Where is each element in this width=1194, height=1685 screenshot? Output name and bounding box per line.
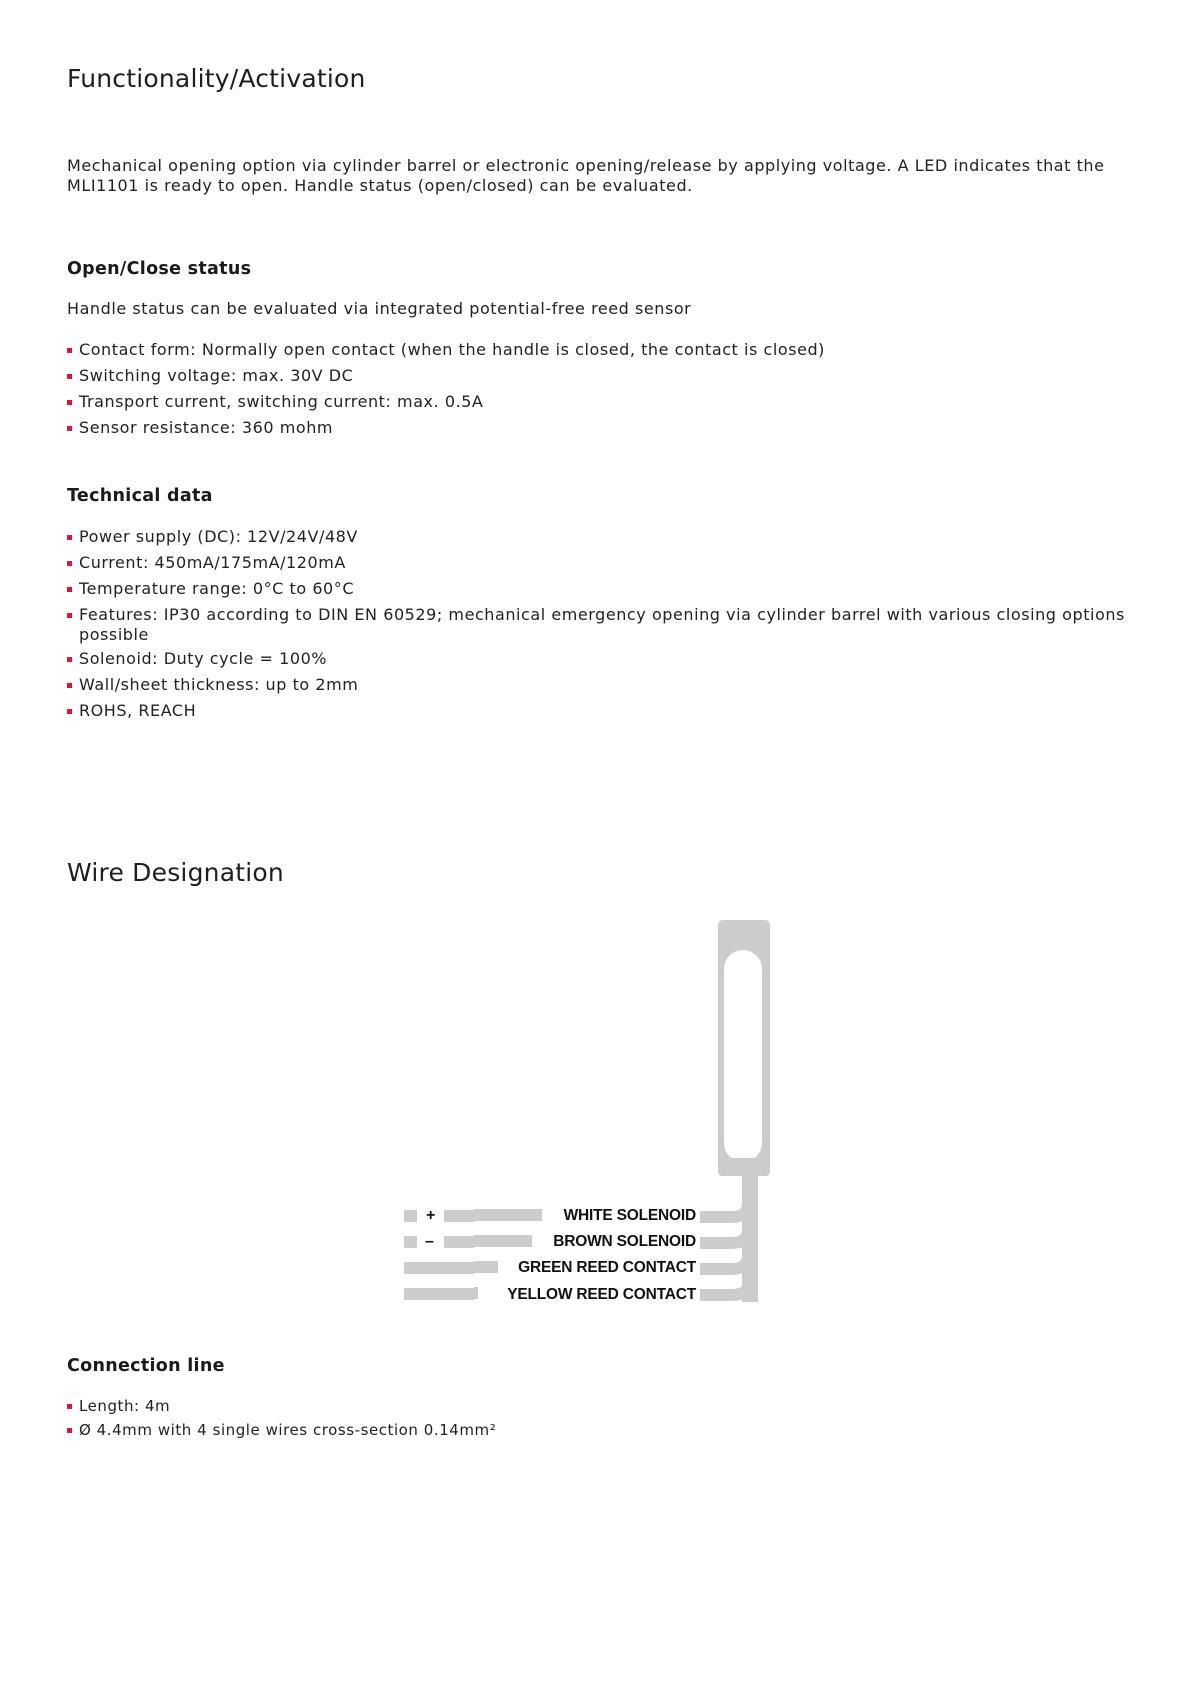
list-item xyxy=(67,1396,1127,1416)
bullet-icon xyxy=(67,587,72,592)
list-item xyxy=(67,340,1127,360)
polarity-minus: – xyxy=(425,1233,434,1250)
bullet-icon xyxy=(67,561,72,566)
open-close-list xyxy=(67,340,1127,444)
list-item xyxy=(67,418,1127,438)
list-item-text: Sensor resistance: 360 mohm xyxy=(79,418,334,437)
bullet-icon xyxy=(67,1428,72,1433)
list-item xyxy=(67,366,1127,386)
list-item xyxy=(67,579,1127,599)
list-item-text: Current: 450mA/175mA/120mA xyxy=(79,553,346,572)
list-item-text: Length: 4m xyxy=(79,1397,171,1415)
list-item xyxy=(67,1420,1127,1440)
list-item-text: Power supply (DC): 12V/24V/48V xyxy=(79,527,358,546)
section-title-connection-line: Connection line xyxy=(67,1356,225,1376)
bullet-icon xyxy=(67,426,72,431)
list-item-text: Switching voltage: max. 30V DC xyxy=(79,366,354,385)
list-item-text: Transport current, switching current: max. 0.5A xyxy=(79,392,484,411)
list-item-text: Solenoid: Duty cycle = 100% xyxy=(79,649,328,668)
connection-line-list xyxy=(67,1396,1127,1444)
list-item-text: ROHS, REACH xyxy=(79,701,197,720)
polarity-plus: + xyxy=(426,1207,436,1224)
list-item-text: Contact form: Normally open contact (when the handle is closed, the contact is closed) xyxy=(79,340,825,359)
list-item xyxy=(67,701,1127,721)
bullet-icon xyxy=(67,348,72,353)
list-item-text: Wall/sheet thickness: up to 2mm xyxy=(79,675,359,694)
list-item-text: Features: IP30 according to DIN EN 60529; mechanical emergency opening via cylinder barrel with various closing options possible xyxy=(79,605,1125,644)
bullet-icon xyxy=(67,1404,72,1409)
wire-label-white: WHITE SOLENOID xyxy=(563,1207,696,1224)
wire-label-yellow: YELLOW REED CONTACT xyxy=(507,1286,696,1303)
bullet-icon xyxy=(67,613,72,618)
section-title-open-close: Open/Close status xyxy=(67,259,252,279)
section-title-functionality: Functionality/Activation xyxy=(67,64,366,93)
bullet-icon xyxy=(67,400,72,405)
section-title-wire-designation: Wire Designation xyxy=(67,858,284,887)
wire-label-green: GREEN REED CONTACT xyxy=(518,1259,696,1276)
list-item xyxy=(67,553,1127,573)
open-close-intro: Handle status can be evaluated via integrated potential-free reed sensor xyxy=(67,299,692,318)
list-item xyxy=(67,605,1127,645)
list-item xyxy=(67,527,1127,547)
bullet-icon xyxy=(67,683,72,688)
list-item-text: Ø 4.4mm with 4 single wires cross-section 0.14mm² xyxy=(79,1421,497,1439)
list-item xyxy=(67,675,1127,695)
handle-icon xyxy=(718,920,770,1176)
section-title-technical: Technical data xyxy=(67,486,213,506)
bullet-icon xyxy=(67,709,72,714)
technical-list xyxy=(67,527,1127,727)
wire-diagram xyxy=(380,920,800,1320)
list-item xyxy=(67,649,1127,669)
bullet-icon xyxy=(67,535,72,540)
bullet-icon xyxy=(67,657,72,662)
list-item-text: Temperature range: 0°C to 60°C xyxy=(79,579,355,598)
wire-label-brown: BROWN SOLENOID xyxy=(553,1233,696,1250)
functionality-description: Mechanical opening option via cylinder barrel or electronic opening/release by applying voltage. A LED indicates that the MLI1101 is ready to open. Handle status (open/closed) can be evaluated. xyxy=(67,156,1105,195)
bullet-icon xyxy=(67,374,72,379)
list-item xyxy=(67,392,1127,412)
